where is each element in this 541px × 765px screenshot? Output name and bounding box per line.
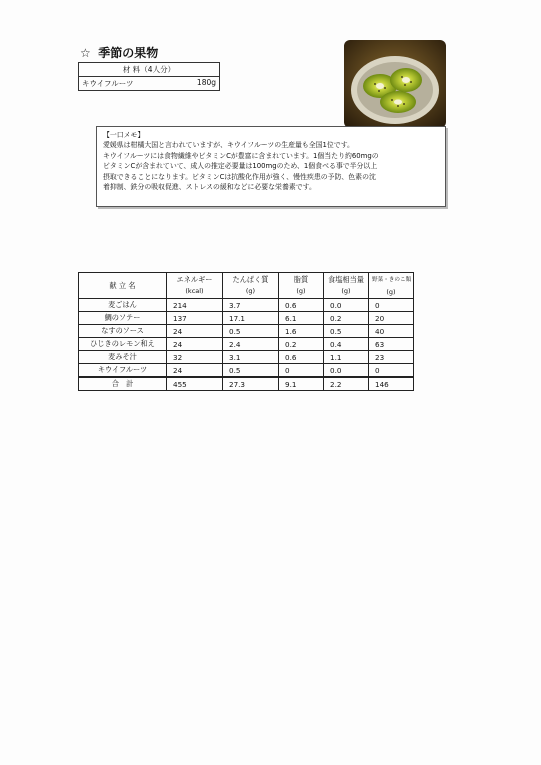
ingredients-table (78, 62, 220, 91)
page-title (80, 44, 158, 61)
col-header-menu: 献 立 名 (79, 273, 167, 299)
total-row: 合 計 455 27.3 9.1 2.2 146 (79, 377, 414, 391)
ingredient-name: キウイフルーツ (82, 79, 134, 88)
memo-line: キウイフルーツには食物繊維やビタミンCが豊富に含まれています。1個当たり約60mgの (103, 151, 379, 160)
kiwi-fruit-photo (344, 40, 446, 128)
table-row: なすのソース 24 0.5 1.6 0.5 40 (79, 325, 414, 338)
ingredients-header: 材 料（4人分） (79, 63, 220, 77)
ingredient-row (79, 77, 220, 91)
col-header-vegetables: 野菜・きのこ類 (g) (369, 273, 414, 299)
col-header-protein: たんぱく質 (g) (223, 273, 279, 299)
col-header-fat: 脂質 (g) (279, 273, 324, 299)
ingredient-amount: 180g (196, 78, 216, 87)
memo-box (96, 126, 446, 207)
title-text: 季節の果物 (98, 46, 159, 60)
memo-line: ビタミンCが含まれていて、成人の推定必要量は100mgのため、1個食べる事で半分以上 (103, 162, 378, 171)
table-row: キウイフルーツ 24 0.5 0 0.0 0 (79, 364, 414, 378)
memo-line: 着抑制、鉄分の吸収促進、ストレスの緩和などに必要な栄養素です。 (103, 183, 316, 192)
nutrition-header-row (79, 273, 414, 299)
table-row: 麦ごはん 214 3.7 0.6 0.0 0 (79, 299, 414, 312)
table-row: 鯛のソテー 137 17.1 6.1 0.2 20 (79, 312, 414, 325)
table-row: 麦みそ汁 32 3.1 0.6 1.1 23 (79, 351, 414, 364)
kiwi-slice (390, 68, 422, 92)
memo-line: 愛媛県は柑橘大国と言われていますが、キウイフルーツの生産量も全国1位です。 (103, 141, 354, 150)
table-row: ひじきのレモン和え 24 2.4 0.2 0.4 63 (79, 338, 414, 351)
kiwi-slice (380, 91, 416, 113)
nutrition-table (78, 272, 414, 391)
col-header-salt: 食塩相当量 (g) (324, 273, 369, 299)
memo-line: 摂取できることになります。ビタミンCは抗酸化作用が強く、慢性疾患の予防、色素の沈 (103, 172, 376, 181)
col-header-energy: エネルギー (kcal) (167, 273, 223, 299)
star-icon: ☆ (80, 46, 91, 60)
memo-heading: 【一口メモ】 (103, 131, 145, 139)
